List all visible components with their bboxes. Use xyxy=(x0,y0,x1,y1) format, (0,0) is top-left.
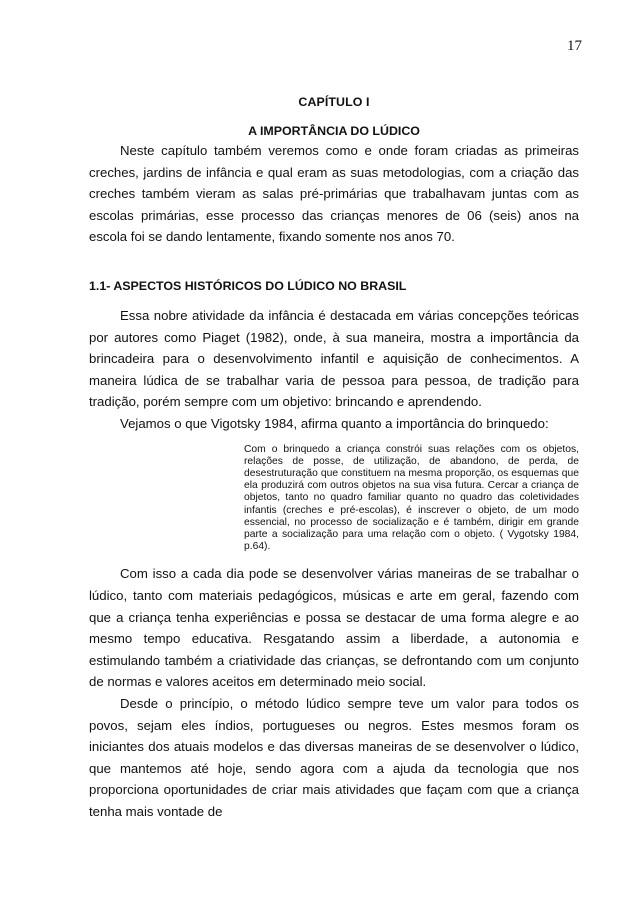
chapter-label: CAPÍTULO I xyxy=(298,95,370,109)
section-heading: 1.1- ASPECTOS HISTÓRICOS DO LÚDICO NO BRASIL xyxy=(89,278,407,293)
paragraph-3: Com isso a cada dia pode se desenvolver várias maneiras de se trabalhar o lúdico, tanto com materiais pedagógicos, músicas e arte em geral, fazendo com que a criança tenha experiências e possa se destacar de uma forma alegre e ao mesmo tempo educativa. Resgatando assim a liberdade, a autonomia e estimulando também a criatividade das crianças, se defrontando com um conjunto de normas e valores aceitos em determinado meio social. xyxy=(89,566,579,690)
block-quote: Com o brinquedo a criança constrói suas relações com os objetos, relações de posse, de utilização, de abandono, de perda, de desestruturação que constituem na mesma proporção, os esquemas que ela produzirá com outros objetos na sua visa futura. Cercar a criança de objetos, tanto no quadro familiar quanto no quadro das coletividades infantis (creches e pré-escolas), é inscrever o objeto, de um modo essencial, no processo de socialização e é também, dirigir em grande parte a socialização para uma relação com o objeto. ( Vygotsky 1984, p.64). xyxy=(244,443,579,553)
paragraph-2: Vejamos o que Vigotsky 1984, afirma quanto a importância do brinquedo: xyxy=(120,415,549,431)
paragraph-1: Essa nobre atividade da infância é destacada em várias concepções teóricas por autores como Piaget (1982), onde, à sua maneira, mostra a importância da brincadeira para o desenvolvimento infantil e aquisição de conhecimentos. A maneira lúdica de se trabalhar varia de pessoa para pessoa, de tradição para tradição, porém sempre com um objetivo: brincando e aprendendo. xyxy=(89,307,579,410)
chapter-title: A IMPORTÂNCIA DO LÚDICO xyxy=(248,124,420,138)
page-number: 17 xyxy=(567,38,582,54)
paragraph-4: Desde o princípio, o método lúdico sempre teve um valor para todos os povos, sejam eles índios, portugueses ou negros. Estes mesmos foram os iniciantes dos atuais modelos e das diversas maneiras de se desenvolver o lúdico, que mantemos até hoje, sendo agora com a ajuda da tecnologia que nos proporciona oportunidades de criar mais atividades que façam com que a criança tenha mais vontade de xyxy=(89,695,579,819)
intro-paragraph: Neste capítulo também veremos como e onde foram criadas as primeiras creches, jardins de infância e qual eram as suas metodologias, com a criação das creches também vieram as salas pré-primárias que trabalhavam juntas com as escolas primárias, esse processo das crianças menores de 06 (seis) anos na escola foi se dando lentamente, fixando somente nos anos 70. xyxy=(89,143,579,245)
document-body xyxy=(89,92,579,822)
